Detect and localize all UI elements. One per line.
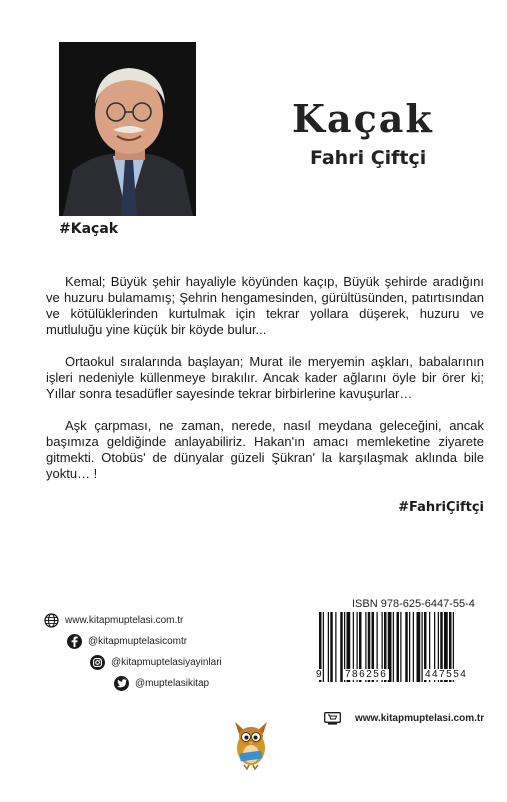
- social-website[interactable]: [44, 613, 183, 628]
- social-instagram[interactable]: [90, 655, 222, 670]
- isbn-label: ISBN 978-625-6447-55-4: [352, 598, 475, 610]
- title-hashtag: #Kaçak: [59, 221, 119, 237]
- author-name: Fahri Çiftçi: [310, 147, 427, 169]
- blurb-paragraph: Aşk çarpması, ne zaman, nerede, nasıl meydana geleceğini, ancak başımıza geldiğinde anlayabiliriz. Hakan'ın amacı memleketine ziyarete gitmekti. Otobüs' de dünyalar güzeli Şükran' la karşılaşmak aklında bile yoktu… !: [46, 418, 484, 481]
- facebook-handle[interactable]: @kitapmuptelasicomtr: [88, 636, 188, 647]
- barcode-right-digits: 447554: [425, 669, 468, 680]
- book-title: Kaçak: [292, 96, 434, 141]
- computer-cart-icon: [324, 712, 341, 725]
- facebook-icon: [67, 634, 82, 649]
- barcode-lead-digit: 9: [316, 669, 322, 680]
- footer-website[interactable]: [324, 712, 484, 725]
- blurb-paragraph: Kemal; Büyük şehir hayaliyle köyünden kaçıp, Büyük şehirde aradığını ve huzuru bulamamış; Şehrin hengamesinden, gürültüsünden, patırtısından ve kötülüklerinden kurtulmak için tekrar yollara düşerek, huzuru ve mutluluğu yine küçük bir köyde bulur...: [46, 274, 484, 337]
- back-cover-blurb: [46, 274, 484, 498]
- publisher-mascot-logo: [231, 718, 271, 770]
- social-twitter[interactable]: [114, 676, 209, 691]
- social-facebook[interactable]: [67, 634, 187, 649]
- barcode-left-digits: 786256: [345, 669, 388, 680]
- blurb-paragraph: Ortaokul sıralarında başlayan; Murat ile meryemin aşkları, babalarının işleri nedeniyle küllenmeye bırakılır. Ancak kader ağlarını öyle bir örer ki; Yıllar sonra tesadüfler sayesinde tekrar birbirlerine kavuşurlar…: [46, 354, 484, 401]
- footer-website-link[interactable]: www.kitapmuptelasi.com.tr: [355, 713, 485, 724]
- author-photo: [59, 42, 196, 216]
- instagram-icon: [90, 655, 105, 670]
- globe-icon: [44, 613, 59, 628]
- author-hashtag: #FahriÇiftçi: [398, 500, 484, 515]
- twitter-icon: [114, 676, 129, 691]
- twitter-handle[interactable]: @muptelasikitap: [135, 678, 210, 689]
- website-link[interactable]: www.kitapmuptelasi.com.tr: [65, 615, 184, 626]
- instagram-handle[interactable]: @kitapmuptelasiyayinlari: [111, 657, 222, 668]
